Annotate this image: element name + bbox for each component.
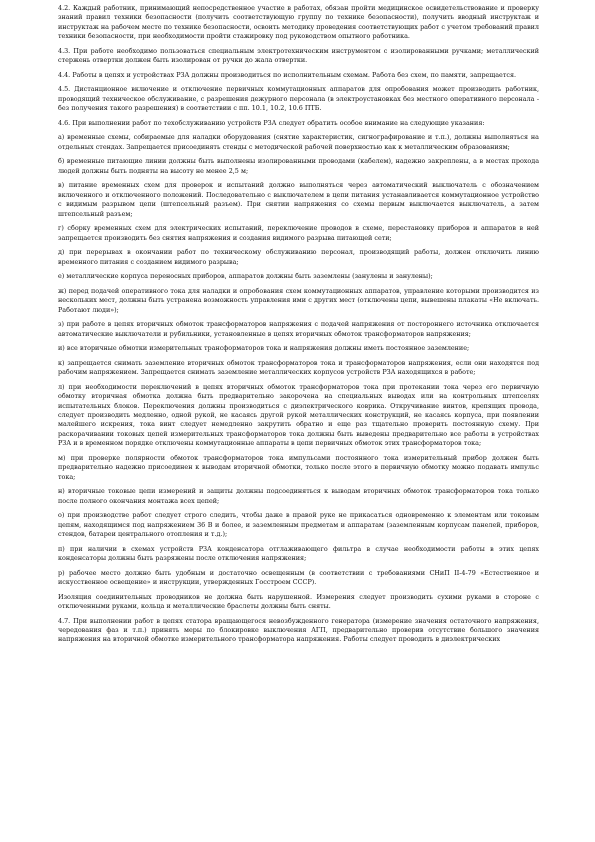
section-4-4: 4.4. Работы в цепях и устройствах РЗА должны производиться по исполнительным схемам. Работа без схем, по памяти, запрещается. <box>58 70 517 79</box>
list-item-b: б) временные питающие линии должны быть выполнены изолированными проводами (кабелем), надежно закреплены, а в местах прохода людей должны быть подняты на высоту не менее 2,5 м; <box>58 157 539 175</box>
list-item-e: е) металлические корпуса переносных приборов, аппаратов должны быть заземлены (занулены и занулены); <box>58 272 433 281</box>
list-item-g: г) сборку временных схем для электрических испытаний, переключение проводов в схеме, перестановку приборов и аппаратов в ней запрещается производить без снятия напряжения и создания видимого разрыва питающей сети; <box>58 224 539 242</box>
list-item-o: о) при производстве работ следует строго следить, чтобы даже в правой руке не прикасаться одновременно к элементам или токовым цепям, находящимся под напряжением 36 В и более, и заземленным предметам и аппаратам (заземленным корпусам панелей, приборов, стендов, батареи центрального отопления и т.д.); <box>58 511 539 539</box>
list-item-k: к) запрещается снимать заземление вторичных обмоток трансформаторов тока и трансформаторов напряжения, если они находятся под рабочим напряжением. Запрещается снимать заземление металлических корпусов устройств РЗА находящихся в работе; <box>58 358 539 377</box>
list-item-z: з) при работе в цепях вторичных обмоток трансформаторов напряжения с подачей напряжения от постороннего источника отключается автоматические выключатели и рубильники, установленные в цепях вторичных обмоток трансформаторов напряжения; <box>58 320 539 338</box>
list-item-a: а) временные схемы, собираемые для наладки оборудования (снятие характеристик, сигнографирование и т.п.), должны выполняться на отдельных стендах. Запрещается присоединять стенды с методической рабочей поверхностью как к металлическим образованиям; <box>58 133 539 151</box>
insulation-note: Изоляция соединительных проводников не должна быть нарушенной. Измерения следует производить сухими руками в стороне с отключенными руками, кольца и металлические браслеты должны быть сняты. <box>58 592 539 611</box>
section-4-6: 4.6. При выполнении работ по техобслуживанию устройств РЗА следует обратить особое внимание на следующие указания: <box>58 118 485 127</box>
section-4-5: 4.5. Дистанционное включение и отключение первичных коммутационных аппаратов для опробования может производить работник, проводящий техническое обслуживание, с разрешения дежурного персонала (в электроустановках без местного оперативного персонала - без получения такого разрешения) в соответствии с пп. 10.1, 10.2, 10.6 ПТБ. <box>58 85 539 113</box>
list-item-d: д) при перерывах в окончании работ по техническому обслуживанию персонал, производящий работы, должен отключить линию временного питания с созданием видимого разрыва; <box>58 248 539 266</box>
list-item-v: в) питание временных схем для проверок и испытаний должно выполняться через автоматический выключатель с обозначением включенного и отключенного положений. Последовательно с выключателем в цепи питания устанавливается коммутационное устройство с видимым разрывом цепи (штепсельный разъем). При снятии напряжения со схемы первым выключается выключатель, а затем штепсельный разъем; <box>58 181 539 218</box>
list-item-n: н) вторичные токовые цепи измерений и защиты должны подсоединяться к выводам вторичных обмоток трансформаторов тока только после полного окончания монтажа всех цепей; <box>58 487 539 505</box>
list-item-m: м) при проверке полярности обмоток трансформаторов тока импульсами постоянного тока измерительный прибор должен быть предварительно надежно присоединен к выводам вторичной обмотки, только после этого в первичную обмотку можно подавать импульс тока; <box>58 453 539 481</box>
section-4-2: 4.2. Каждый работник, принимающий непосредственное участие в работах, обязан пройти медицинское освидетельствование и проверку знаний правил техники безопасности (получить соответствующую группу по технике безопасности), получить вводный инструктаж и инструктаж на рабочем месте по технике безопасности, освоить методику проведения соответствующих работ с учетом требований правил техники безопасности, при необходимости пройти стажировку под руководством опытного работника. <box>58 4 539 41</box>
list-item-l: л) при необходимости переключений в цепях вторичных обмоток трансформаторов тока при протекании тока через его первичную обмотку вторичная обмотка должна быть предварительно закорочена на специальных выводах или на контрольных штепселях испытательных блоков. Переключения должны производиться с диэлектрического коврика. Откручивание винтов, крепящих провода, следует производить медленно, одной рукой, не касаясь другой рукой металлических конструкций, не касаясь корпуса, при появлении малейшего искрения, тока винт следует немедленно закрутить обратно и еще раз тщательно проверить постоянную схему. При раскорачивании токовых цепей измерительных трансформаторов тока должны быть выведены предварительно все работы в устройствах РЗА и в временном порядке отключены коммутационные аппараты в цепи первичных обмоток этих трансформаторов тока; <box>58 382 539 448</box>
list-item-r: р) рабочее место должно быть удобным и достаточно освещенным (в соответствии с требованиями СНиП II-4-79 «Естественное и искусственное освещение» и инструкции, утвержденных Госстроем СССР). <box>58 568 539 587</box>
list-item-p: п) при наличии в схемах устройств РЗА конденсатора отглаживающего фильтра в случае необходимости работы в этих цепях конденсаторы должны быть разряжены после отключения напряжения; <box>58 544 539 563</box>
list-item-i: и) все вторичные обмотки измерительных трансформаторов тока и напряжения должны иметь постоянное заземление; <box>58 344 470 353</box>
list-item-zh: ж) перед подачей оперативного тока для наладки и опробования схем коммутационных аппаратов, управление которыми производится из нескольких мест, должны быть устранена возможность управления ими с других мест (отключены цепи, вывешены плакаты «Не включать. Работают люди»); <box>58 286 539 314</box>
section-4-3: 4.3. При работе необходимо пользоваться специальным электротехническим инструментом с изолированными ручками; металлический стержень отвертки должен быть изолирован от ручки до жала отвертки. <box>58 46 539 65</box>
section-4-7: 4.7. При выполнении работ в цепях статора вращающегося невозбужденного генератора (измерение значения остаточного напряжения, чередования фаз и т.п.) принять меры по блокировке выключения АГП, предварительно проверив отсутствие большого значения напряжения на вторичной обмотке измерительного трансформатора напряжения. Работы следует проводить в диэлектрических <box>58 616 539 644</box>
